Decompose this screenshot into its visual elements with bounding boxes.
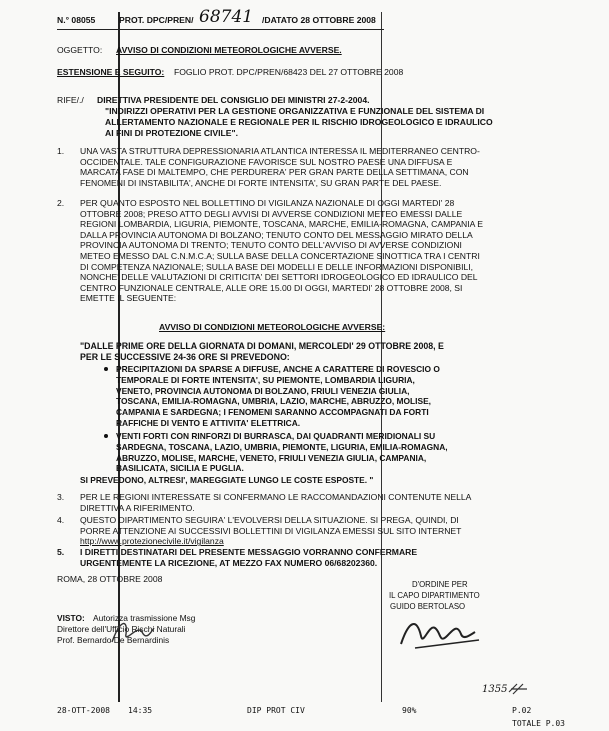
fax-footer-page: P.02 <box>512 706 532 715</box>
reference-label: RIFE/./ <box>57 95 84 105</box>
protocol-handwritten: 68741 <box>199 7 254 27</box>
point-number: 1. <box>57 146 65 156</box>
point-5-paragraph <box>80 547 528 568</box>
point-number: 2. <box>57 198 65 208</box>
reference-line: "INDIRIZZI OPERATIVI PER LA GESTIONE ORGANIZZATIVA E FUNZIONALE DEL SISTEMA DI <box>105 106 485 116</box>
notice-closing: SI PREVEDONO, ALTRESI', MAREGGIATE LUNGO LE COSTE ESPOSTE. " <box>80 475 374 485</box>
signature-line-2: IL CAPO DIPARTIMENTO <box>389 591 480 600</box>
visto-line-3: Prof. Bernardo De Bernardinis <box>57 635 170 645</box>
point-number: 4. <box>57 515 65 525</box>
paragraph-line: METEO EMESSO DAL C.N.M.C.A; SULLA BASE DELLA CONCERTAZIONE SINOTTICA TRA I CENTRI <box>80 250 480 261</box>
notice-intro: PER LE SUCCESSIVE 24-36 ORE SI PREVEDONO: <box>80 352 290 362</box>
fax-footer-total: TOTALE P.03 <box>512 719 565 728</box>
notice-title: AVVISO DI CONDIZIONI METEOROLOGICHE AVVERSE: <box>159 322 386 332</box>
fax-footer-date: 28-OTT-2008 <box>57 706 110 715</box>
paragraph-line: MARCATA FASE DI MALTEMPO, CHE PERDURERA' PER GRAN PARTE DELLA SETTIMANA, CON <box>80 167 469 178</box>
bullet-line <box>116 431 448 442</box>
point-4-paragraph <box>80 515 528 547</box>
fax-footer-percent: 90% <box>402 706 417 715</box>
paragraph-line: DI COMPETENZA NAZIONALE; SULLA BASE DEI MODELLI E DELLE INFORMAZIONI DISPONIBILI, <box>80 261 474 272</box>
bullet-text: PRECIPITAZIONI DA SPARSE A DIFFUSE, ANCHE A CARATTERE DI ROVESCIO O <box>116 364 440 374</box>
reference-line: ALLERTAMENTO NAZIONALE E REGIONALE PER IL RISCHIO IDROGEOLOGICO E IDRAULICO <box>105 117 493 127</box>
visto-line-2: Direttore dell'Ufficio Rischi Naturali <box>57 624 186 634</box>
bullet-line: CAMPANIA E SARDEGNA; I FENOMENI SARANNO ACCOMPAGNATI DA FORTI <box>116 407 429 418</box>
notice-intro: "DALLE PRIME ORE DELLA GIORNATA DI DOMANI, MERCOLEDI' 29 OTTOBRE 2008, E <box>80 341 444 351</box>
paragraph-line: PER QUANTO ESPOSTO NEL BOLLETTINO DI VIGILANZA NAZIONALE DI OGGI MARTEDI' 28 <box>80 198 455 208</box>
paragraph-line: QUESTO DIPARTIMENTO SEGUIRA' L'EVOLVERSI DELLA SITUAZIONE. SI PREGA, QUINDI, DI <box>80 515 459 525</box>
bullet-line: RAFFICHE DI VENTO E ATTIVITA' ELETTRICA. <box>116 417 301 428</box>
paragraph-line: PER LE REGIONI INTERESSATE SI CONFERMANO LE RACCOMANDAZIONI CONTENUTE NELLA <box>80 492 472 502</box>
point-3-paragraph <box>80 492 528 513</box>
header-rule <box>57 29 384 30</box>
protocol-label: PROT. DPC/PREN/ <box>119 15 194 25</box>
reference-line: AI FINI DI PROTEZIONE CIVILE". <box>105 128 238 138</box>
point-number: 5. <box>57 547 65 557</box>
extension-label: ESTENSIONE E SEGUITO: <box>57 67 165 77</box>
signature-line-3: GUIDO BERTOLASO <box>390 602 466 611</box>
bullet-line <box>116 364 440 375</box>
website-link[interactable]: http://www.protezionecivile.it/vigilanza <box>80 536 224 547</box>
forecast-bullet-1 <box>116 364 440 429</box>
signature-scribble-icon <box>395 614 485 652</box>
protocol-date: /DATATO 28 OTTOBRE 2008 <box>262 15 376 25</box>
fax-footer-sender: DIP PROT CIV <box>247 706 305 715</box>
bullet-line: TOSCANA, EMILIA-ROMAGNA, UMBRIA, LAZIO, MARCHE, ABRUZZO, MOLISE, <box>116 396 431 407</box>
paragraph-line: REGIONI LOMBARDIA, LIGURIA, PIEMONTE, TOSCANA, MARCHE, EMILIA-ROMAGNA, CAMPANIA E <box>80 219 484 230</box>
paragraph-line: PROVINCIA AUTONOMA DI TRENTO; TENUTO CONTO DELL'AVVISO DI AVVERSE CONDIZIONI <box>80 240 462 251</box>
handwritten-note: 1355 <box>482 684 508 695</box>
bullet-line: BASILICATA, SICILIA E PUGLIA. <box>116 463 244 474</box>
forecast-bullet-2 <box>116 431 448 474</box>
paragraph-line: FENOMENI DI INSTABILITA', ANCHE DI FORTE INTENSITA', SU GRAN PARTE DEL PAESE. <box>80 177 442 188</box>
signature-line-1: D'ORDINE PER <box>412 580 468 589</box>
bullet-dot <box>104 367 108 371</box>
protocol-number: N.° 08055 <box>57 15 96 25</box>
fax-footer-time: 14:35 <box>128 706 153 715</box>
paragraph-line: PORRE ATTENZIONE AI SUCCESSIVI BOLLETTINI DI VIGILANZA EMESSI SUL SITO INTERNET <box>80 525 462 536</box>
point-number: 3. <box>57 492 65 502</box>
paragraph-line: DIRETTIVA A RIFERIMENTO. <box>80 502 195 513</box>
bullet-dot <box>104 434 108 438</box>
handwritten-mark-icon <box>507 682 529 696</box>
visto-text: Autorizza trasmissione Msg <box>93 613 196 623</box>
bullet-line: SARDEGNA, TOSCANA, LAZIO, UMBRIA, PIEMONTE, LIGURIA, EMILIA-ROMAGNA, <box>116 441 448 452</box>
visto-label: VISTO: <box>57 613 85 623</box>
paragraph-line: NONCHE' DELLE VALUTAZIONI DI CRITICITA' DEI SETTORI IDROGEOLOGICO ED IDRAULICO DEL <box>80 272 478 283</box>
paragraph-line: DALLA PROVINCIA AUTONOMA DI BOLZANO; TENUTO CONTO DEL MESSAGGIO MIRATO DELLA <box>80 229 473 240</box>
paragraph-line: EMETTE IL SEGUENTE: <box>80 293 177 304</box>
paragraph-line: OTTOBRE 2008; PRESO ATTO DEGLI AVVISI DI AVVERSE CONDIZIONI METEO EMESSI DALLE <box>80 208 463 219</box>
paragraph-line: I DIRETTI DESTINATARI DEL PRESENTE MESSAGGIO VORRANNO CONFERMARE <box>80 547 418 557</box>
bullet-line: VENETO, PROVINCIA AUTONOMA DI BOLZANO, FRIULI VENEZIA GIULIA, <box>116 385 410 396</box>
point-1-paragraph <box>80 146 528 188</box>
bullet-line: TEMPORALE DI FORTE INTENSITA', SU PIEMONTE, LOMBARDIA LIGURIA, <box>116 374 415 385</box>
paragraph-line: UNA VASTA STRUTTURA DEPRESSIONARIA ATLANTICA INTERESSA IL MEDITERRANEO CENTRO- <box>80 146 480 156</box>
reference-line: DIRETTIVA PRESIDENTE DEL CONSIGLIO DEI MINISTRI 27-2-2004. <box>97 95 370 105</box>
extension-text: FOGLIO PROT. DPC/PREN/68423 DEL 27 OTTOBRE 2008 <box>174 67 404 77</box>
subject-text: AVVISO DI CONDIZIONI METEOROLOGICHE AVVERSE. <box>116 45 342 55</box>
place-date: ROMA, 28 OTTOBRE 2008 <box>57 574 163 584</box>
bullet-line: ABRUZZO, MOLISE, MARCHE, VENETO, FRIULI VENEZIA GIULIA, CAMPANIA, <box>116 452 427 463</box>
paragraph-line: CENTRO FUNZIONALE CENTRALE, ALLE ORE 15.00 DI OGGI, MARTEDI' 28 OTTOBRE 2008, SI <box>80 282 463 293</box>
visto-signature-icon <box>108 616 158 648</box>
paragraph-line: OCCIDENTALE. TALE CONFIGURAZIONE FAVORISCE SUL NOSTRO PAESE UNA DIFFUSA E <box>80 156 453 167</box>
paragraph-line: URGENTEMENTE LA RICEZIONE, AT MEZZO FAX NUMERO 06/68202360. <box>80 557 378 568</box>
bullet-text: VENTI FORTI CON RINFORZI DI BURRASCA, DAI QUADRANTI MERIDIONALI SU <box>116 431 436 441</box>
subject-label: OGGETTO: <box>57 45 103 55</box>
point-2-paragraph <box>80 198 528 304</box>
